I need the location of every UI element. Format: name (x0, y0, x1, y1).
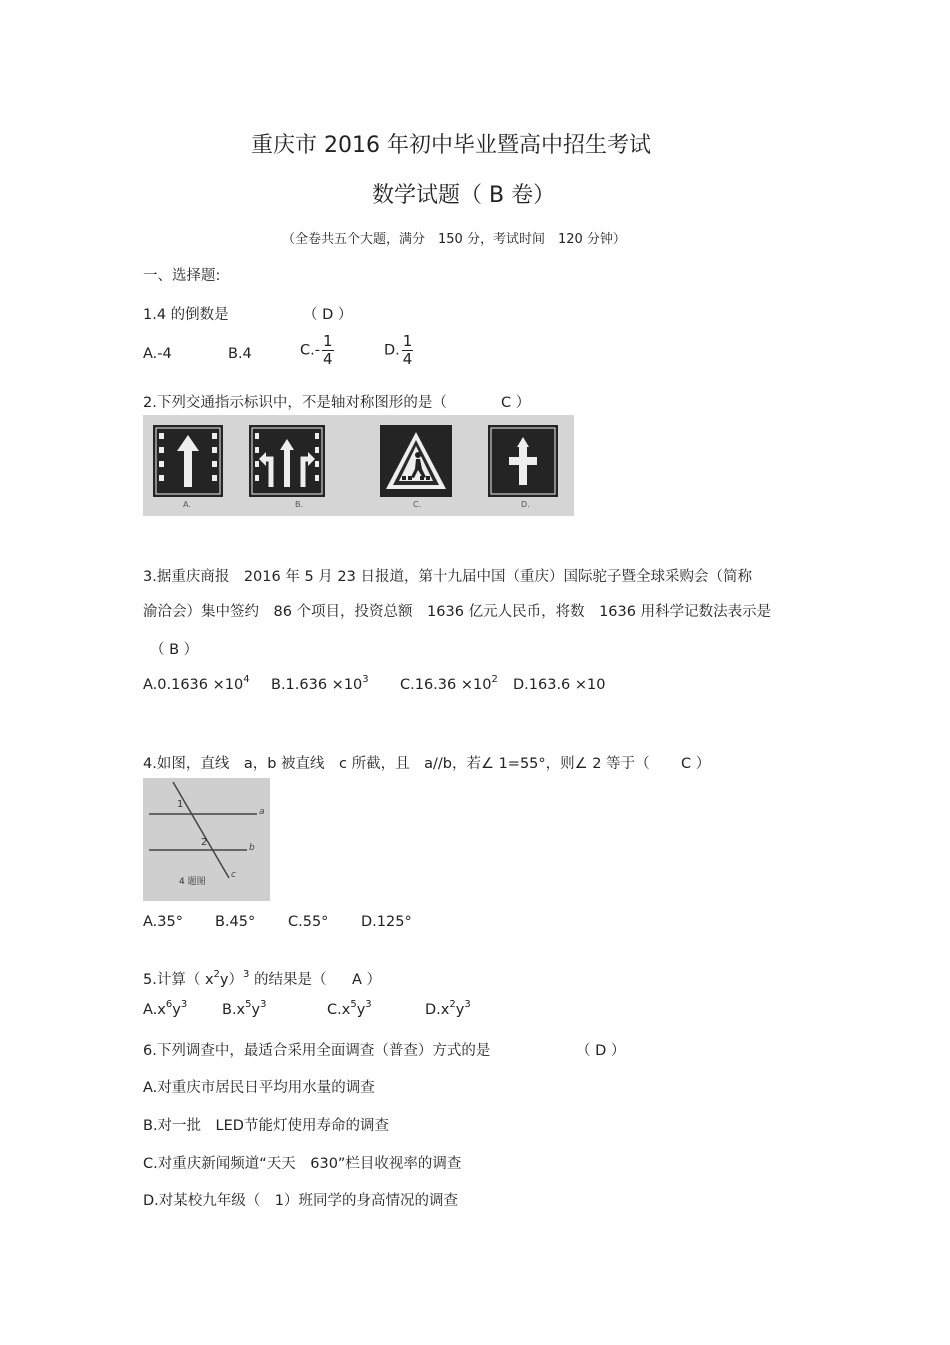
page-subtitle: 数学试题（ B 卷） (372, 183, 556, 208)
q2-stem: 2.下列交通指示标识中，不是轴对称图形的是（ (143, 395, 447, 411)
q5-stem-exp1: 2 (213, 969, 220, 980)
q3-option-a (143, 674, 250, 693)
q5-option-a-exp2: 3 (180, 999, 188, 1010)
q3-option-c-exponent: 2 (491, 674, 498, 685)
parallel-lines-figure (143, 778, 270, 901)
q3-option-c (400, 674, 498, 693)
q3-option-d: D.163.6 ×10 (513, 677, 606, 693)
q1-option-c-fraction (322, 333, 334, 368)
sign-d-label: D. (521, 500, 530, 509)
q4-option-a: A.35° (143, 914, 183, 930)
line-b-label: b (249, 843, 255, 853)
q1-option-c-numerator: 1 (322, 332, 333, 350)
q5-option-c-base: C.x (327, 1002, 351, 1018)
q6-option-b: B.对一批 LED节能灯使用寿命的调查 (143, 1118, 389, 1134)
q5-option-b-exp1: 5 (245, 999, 252, 1010)
q5-option-c-exp1: 5 (350, 999, 357, 1010)
q6-stem: 6.下列调查中，最适合采用全面调查（普查）方式的是 (143, 1043, 491, 1059)
q5-option-b-exp2: 3 (260, 999, 267, 1010)
q1-answer: （ D ） (303, 307, 353, 323)
q5-option-b-mid: y (251, 1002, 261, 1018)
q5-option-d-exp1: 2 (449, 999, 456, 1010)
q5-option-d-exp2: 3 (464, 999, 471, 1010)
lane-arrows-icon (249, 425, 325, 497)
q5-option-d-mid: y (455, 1002, 465, 1018)
q4-option-d: D.125° (361, 914, 412, 930)
cross-junction-icon (488, 425, 558, 497)
line-c-label: c (231, 870, 236, 880)
sign-a-label: A. (183, 500, 191, 509)
section-heading: 一、选择题: (143, 268, 221, 284)
q3-option-b-exponent: 3 (362, 674, 369, 685)
q3-option-c-text: C.16.36 ×10 (400, 677, 492, 693)
figure-caption: 4 题图 (179, 877, 206, 887)
q5-option-a-exp1: 6 (165, 999, 173, 1010)
q1-option-d (384, 333, 413, 368)
sign-b (249, 425, 325, 497)
q5-option-a (143, 999, 188, 1018)
line-a-label: a (259, 807, 265, 817)
q3-option-b (271, 674, 369, 693)
q1-option-d-numerator: 1 (402, 332, 413, 350)
q5-option-c-exp2: 3 (365, 999, 372, 1010)
angle-1-label: 1 (177, 799, 184, 810)
q5-stem-c: 的结果是（ (249, 972, 327, 988)
page-title: 重庆市 2016 年初中毕业暨高中招生考试 (251, 133, 651, 158)
straight-arrow-icon (153, 425, 223, 497)
q5-stem-exp2: 3 (243, 969, 250, 980)
q5-answer: A ） (352, 972, 382, 988)
q1-option-d-prefix: D. (384, 342, 400, 359)
q5-option-a-mid: y (172, 1002, 181, 1018)
q6-option-d: D.对某校九年级（ 1）班同学的身高情况的调查 (143, 1193, 458, 1209)
q3-option-a-text: A.0.1636 ×10 (143, 677, 244, 693)
sign-c-label: C. (413, 500, 422, 509)
q5-stem-b: y） (219, 972, 243, 988)
sign-c (380, 425, 452, 497)
q5-stem (143, 968, 326, 989)
sign-b-label: B. (295, 500, 304, 509)
q1-stem: 1.4 的倒数是 (143, 307, 229, 323)
q3-answer: （ B ） (150, 642, 199, 658)
q1-option-c-prefix: C.- (300, 342, 320, 359)
q1-option-b: B.4 (228, 346, 252, 362)
q6-answer: （ D ） (576, 1043, 626, 1059)
q1-option-d-fraction (402, 333, 414, 368)
q5-option-a-base: A.x (143, 1002, 166, 1018)
q5-option-b (222, 999, 267, 1018)
q3-line1: 3.据重庆商报 2016 年 5 月 23 日报道，第十九届中国（重庆）国际驼子暨全球采购会（简称 (143, 569, 752, 585)
q1-option-d-denominator: 4 (402, 350, 413, 368)
q3-option-b-text: B.1.636 ×10 (271, 677, 363, 693)
q5-option-b-base: B.x (222, 1002, 246, 1018)
q3-option-a-exponent: 4 (243, 674, 250, 685)
q6-option-c: C.对重庆新闻频道“天天 630”栏目收视率的调查 (143, 1156, 462, 1172)
q5-option-d (425, 999, 471, 1018)
q4-stem: 4.如图，直线 a，b 被直线 c 所截，且 a//b，若∠ 1=55°，则∠ 2 等于（ (143, 756, 650, 772)
q3-line2: 渝洽会）集中签约 86 个项目，投资总额 1636 亿元人民币，将数 1636 用科学记数法表示是 (143, 604, 772, 620)
q4-answer: C ） (681, 756, 711, 772)
q5-option-d-base: D.x (425, 1002, 450, 1018)
angle-2-label: 2 (201, 837, 208, 848)
sign-d (488, 425, 558, 497)
q5-option-c-mid: y (356, 1002, 366, 1018)
exam-info: （全卷共五个大题，满分 150 分，考试时间 120 分钟） (282, 232, 626, 247)
q6-option-a: A.对重庆市居民日平均用水量的调查 (143, 1080, 375, 1096)
q5-option-c (327, 999, 372, 1018)
q4-option-c: C.55° (288, 914, 329, 930)
sign-a (153, 425, 223, 497)
traffic-signs-figure (143, 415, 574, 516)
q1-option-a: A.-4 (143, 346, 172, 362)
q4-option-b: B.45° (215, 914, 256, 930)
q2-answer: C ） (501, 395, 531, 411)
q5-stem-a: 5.计算（ x (143, 972, 214, 988)
q1-option-c-denominator: 4 (322, 350, 333, 368)
q1-option-c (300, 333, 334, 368)
pedestrian-crossing-icon (380, 425, 452, 497)
